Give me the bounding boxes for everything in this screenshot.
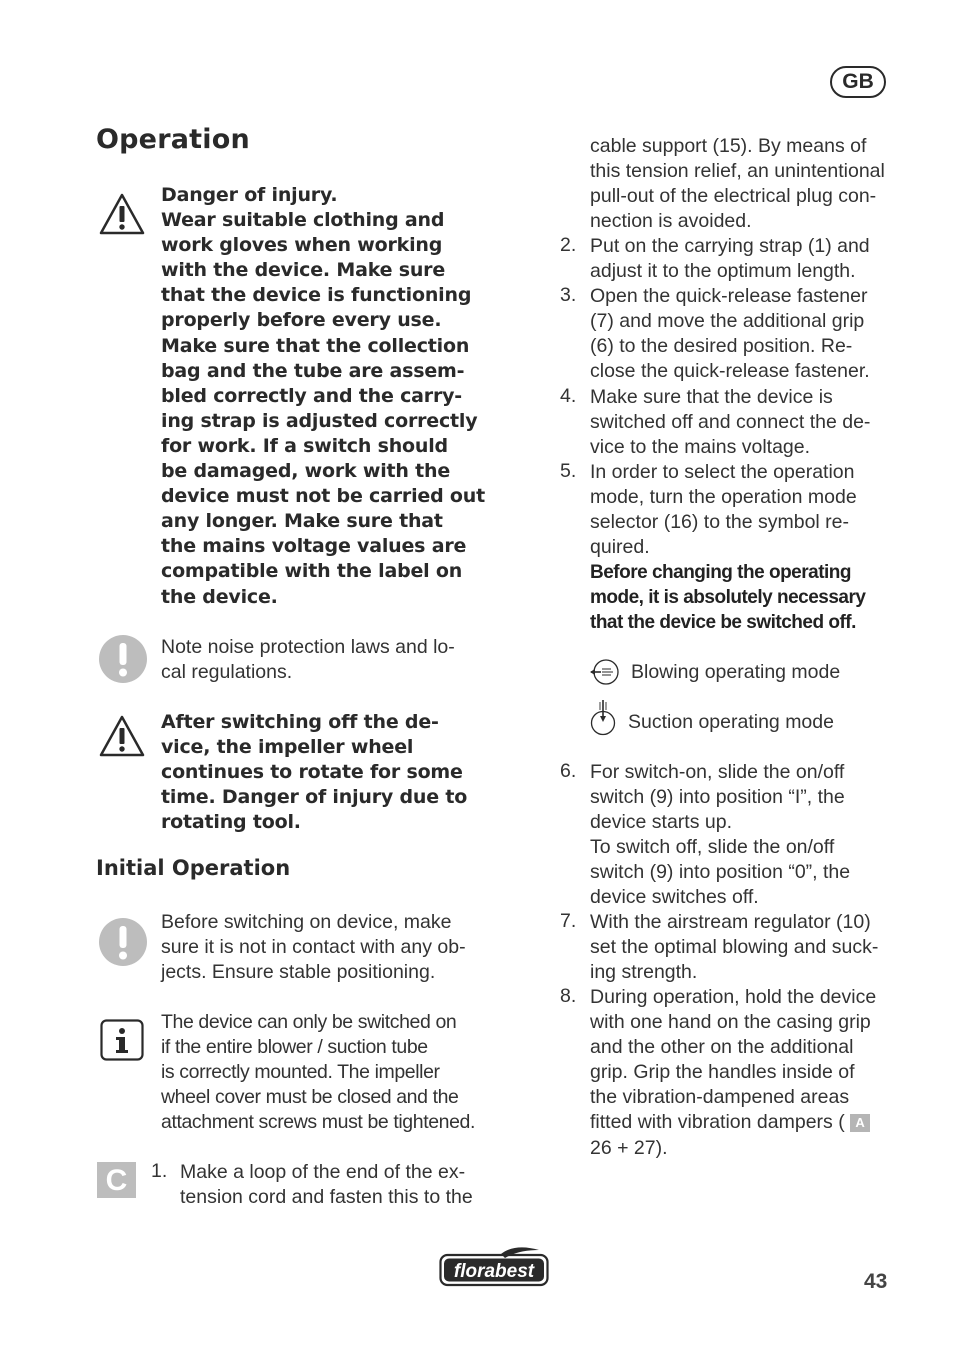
step-7-text: With the airstream regulator (10) set the optimal blowing and suck- ing strength. (590, 911, 879, 984)
step-number: 8. (560, 985, 577, 1007)
page-number: 43 (864, 1270, 888, 1293)
page-title: Operation (96, 124, 250, 155)
blowing-mode-label: Blowing operating mode (631, 661, 841, 683)
step-number: 3. (560, 284, 577, 306)
language-badge: GB (830, 66, 886, 98)
step-8-text: During operation, hold the device with one hand on the casing grip and the other on the additional grip. Grip the handles inside of the vibration-dampened areas fitted with vibration dampers ( A 26 + 27). (590, 986, 877, 1159)
step-5-warning: Before changing the operating mode, it is absolutely necessary that the device be switched off. (590, 562, 866, 634)
exclamation-icon (98, 917, 148, 967)
section-c-icon: C (97, 1162, 136, 1198)
step-number: 1. (151, 1160, 168, 1182)
step-2-text: Put on the carrying strap (1) and adjust it to the optimum length. (590, 235, 870, 283)
note-noise: Note noise protection laws and lo- cal regulations. (161, 636, 455, 684)
note-contact: Before switching on device, make sure it is not in contact with any ob- jects. Ensure stable positioning. (161, 911, 466, 984)
suction-mode-label: Suction operating mode (628, 711, 834, 733)
step-1-continued: cable support (15). By means of this tension relief, an unintentional pull-out of the electrical plug con- nection is avoided. (590, 135, 885, 233)
step-6-text: For switch-on, slide the on/off switch (9) into position “I”, the device starts up. To switch off, slide the on/off switch (9) into position “0”, the device switches off. (590, 761, 851, 909)
figure-a-badge: A (850, 1114, 870, 1132)
step-number: 4. (560, 385, 577, 407)
florabest-logo (439, 1246, 549, 1287)
blowing-mode-icon (589, 658, 621, 686)
exclamation-icon (98, 634, 148, 684)
info-icon (100, 1019, 144, 1061)
warning-icon (98, 192, 146, 236)
step-1-text: Make a loop of the end of the ex- tension cord and fasten this to the (180, 1161, 473, 1209)
info-text-mounting: The device can only be switched on if the entire blower / suction tube is correctly mounted. The impeller wheel cover must be closed and the attachment screws must be tightened. (161, 1011, 476, 1134)
step-3-text: Open the quick-release fastener (7) and move the additional grip (6) to the desired position. Re- close the quick-release fastener. (590, 285, 870, 383)
step-4-text: Make sure that the device is switched off and connect the de- vice to the mains voltage. (590, 386, 871, 459)
step-number: 7. (560, 910, 577, 932)
warning-text-impeller: After switching off the de- vice, the impeller wheel continues to rotate for some time. Danger of injury due to rotating tool. (161, 711, 468, 834)
svg-text:florabest: florabest (453, 1261, 535, 1282)
step-number: 6. (560, 760, 577, 782)
warning-text-injury: Danger of injury. Wear suitable clothing and work gloves when working with the device. Make sure that the device is functioning properly before every use. Make sure that the collection bag and the tube are assem- bled correctly and the carry- ing strap is adjusted correctly for work. If a switch should be damaged, work with the device must not be carried out any longer. Make sure that the mains voltage values are compatible with the label on the device. (161, 184, 485, 608)
step-number: 2. (560, 234, 577, 256)
warning-icon (98, 714, 146, 758)
step-number: 5. (560, 460, 577, 482)
step-5-text: In order to select the operation mode, turn the operation mode selector (16) to the symbol re- quired. (590, 461, 857, 559)
section-title-initial-operation: Initial Operation (96, 856, 291, 880)
suction-mode-icon (590, 698, 618, 738)
